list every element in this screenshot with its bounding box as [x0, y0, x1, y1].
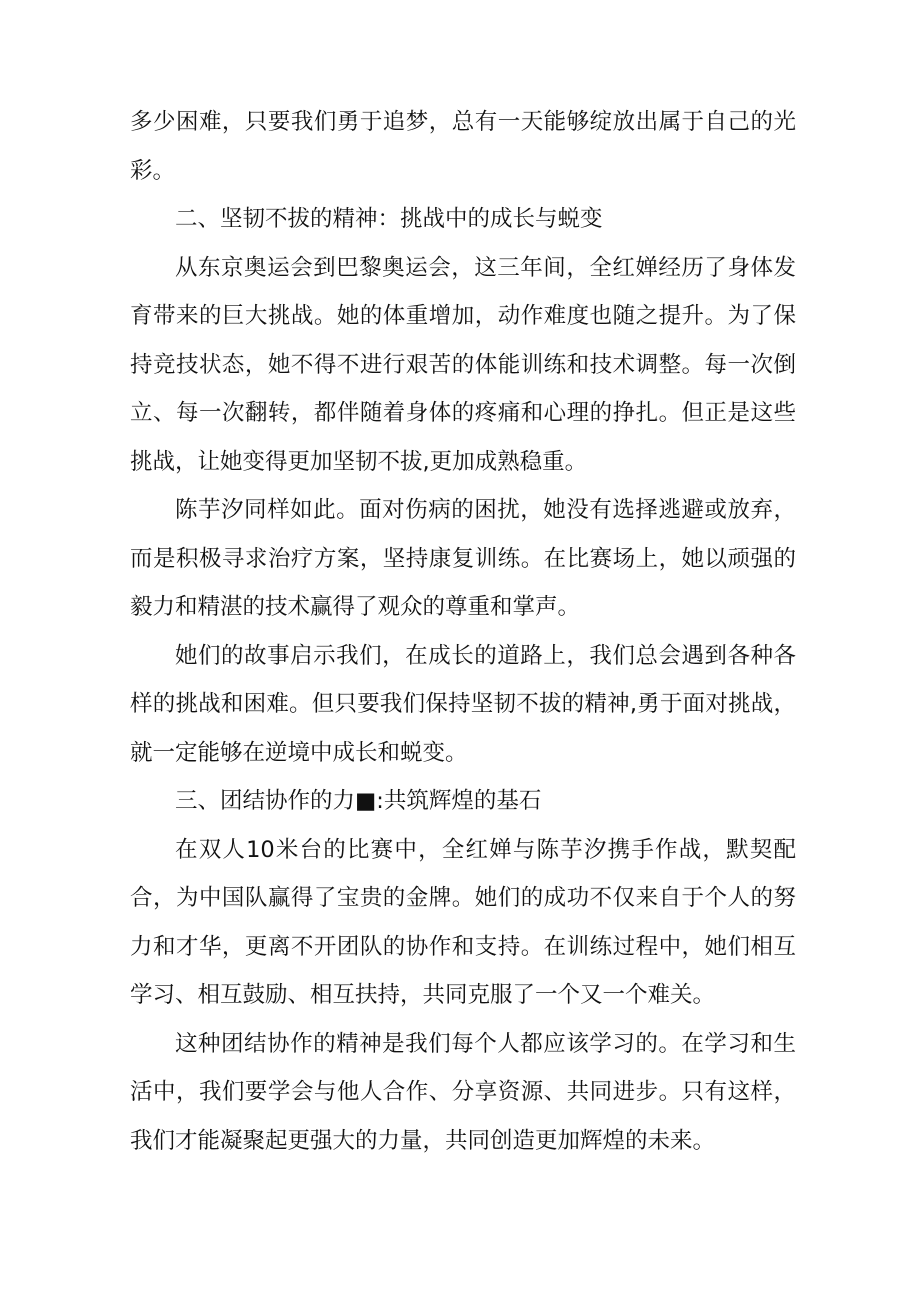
paragraph-chen-yuxi-perseverance: 陈芋汐同样如此。面对伤病的困扰，她没有选择逃避或放弃，而是积极寻求治疗方案，坚持康复训练。在比赛场上，她以顽强的毅力和精湛的技术赢得了观众的尊重和掌声。 — [130, 497, 796, 620]
section-heading-2: 二、坚韧不拔的精神：挑战中的成长与蜕变 — [175, 206, 603, 232]
paragraph-continued: 多少困难，只要我们勇于追梦，总有一天能够绽放出属于自己的光彩。 — [130, 109, 796, 184]
paragraph-quan-hongchan-challenge: 从东京奥运会到巴黎奥运会，这三年间，全红婵经历了身体发育带来的巨大挑战。她的体重增加，动作难度也随之提升。为了保持竞技状态，她不得不进行艰苦的体能训练和技术调整。每一次倒立、每一次翻转，都伴随着身体的疼痛和心理的挣扎。但正是这些挑战，让她变得更加坚韧不拔,更加成熟稳重。 — [130, 254, 796, 475]
paragraph-teamwork-lesson: 这种团结协作的精神是我们每个人都应该学习的。在学习和生活中，我们要学会与他人合作、分享资源、共同进步。只有这样，我们才能凝聚起更强大的力量，共同创造更加辉煌的未来。 — [130, 1030, 796, 1154]
document-content — [130, 98, 796, 1165]
paragraph-growth-lesson: 她们的故事启示我们，在成长的道路上，我们总会遇到各种各样的挑战和困难。但只要我们保持坚韧不拔的精神,勇于面对挑战，就一定能够在逆境中成长和蜕变。 — [130, 642, 796, 766]
paragraph-synchronized-diving: 在双人10米台的比赛中，全红婵与陈芋汐携手作战，默契配合，为中国队赢得了宝贵的金牌。她们的成功不仅来自于个人的努力和才华，更离不开团队的协作和支持。在训练过程中，她们相互学习、相互鼓励、相互扶持，共同克服了一个又一个难关。 — [130, 836, 796, 1008]
section-heading-3: 三、团结协作的力■:共筑辉煌的基石 — [175, 788, 542, 814]
